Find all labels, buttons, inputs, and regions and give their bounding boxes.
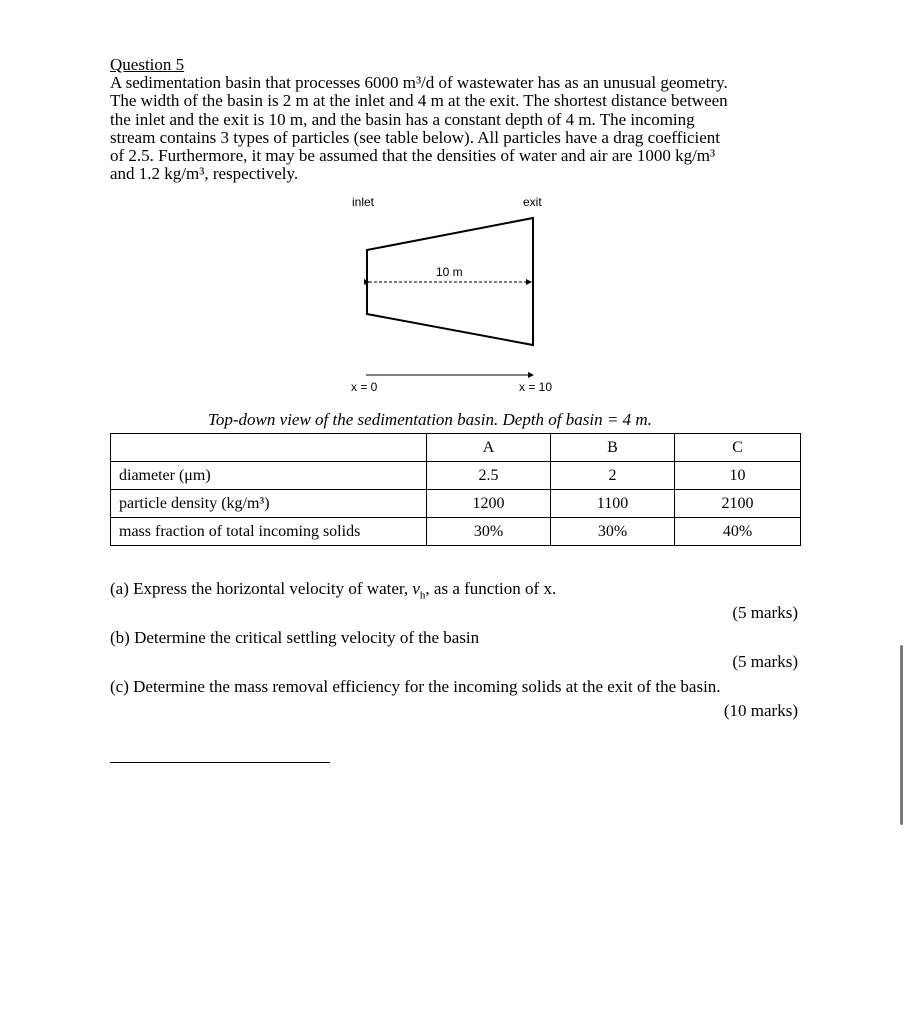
table-cell: 2.5 [427,462,551,490]
table-cell: 10 [675,462,801,490]
table-cell: 40% [675,518,801,546]
table-cell: 1100 [551,490,675,518]
exit-label: exit [523,195,542,209]
part-a-marks: (5 marks) [732,603,798,622]
table-row [111,462,801,490]
part-b: (b) Determine the critical settling velocity of the basin [110,628,480,647]
footnote-rule [110,762,330,763]
vh-var: v [412,579,420,598]
table-cell: 30% [427,518,551,546]
table-cell: 2 [551,462,675,490]
intro-line: and 1.2 kg/m³, respectively. [110,164,299,184]
table-header-cell: A [427,434,551,462]
part-b-marks: (5 marks) [732,652,798,671]
intro-line: the inlet and the exit is 10 m, and the basin has a constant depth of 4 m. The incoming [110,109,695,129]
table-cell: 30% [551,518,675,546]
table-row [111,518,801,546]
scrollbar[interactable] [900,645,903,825]
table-cell: 1200 [427,490,551,518]
basin-diagram [0,0,906,400]
x0-label: x = 0 [351,380,378,394]
part-a [110,579,556,605]
part-c-marks: (10 marks) [723,701,798,720]
part-a-prefix: (a) Express the horizontal velocity of water, [110,579,413,598]
table-header-cell: C [675,434,801,462]
x10-label: x = 10 [519,380,553,394]
table-row-label: mass fraction of total incoming solids [111,518,427,546]
intro-line: The width of the basin is 2 m at the inlet and 4 m at the exit. The shortest distance between [110,91,728,111]
figure-caption: Top-down view of the sedimentation basin. Depth of basin = 4 m. [208,410,652,429]
table-row-label: diameter (μm) [111,462,427,490]
vh-sub: h [419,589,426,602]
intro-line: A sedimentation basin that processes 6000 m³/d of wastewater has as an unusual geometry. [110,73,728,92]
intro-line: stream contains 3 types of particles (see table below). All particles have a drag coefficient [110,127,721,147]
question-title: Question 5 [110,55,185,74]
table-row [111,490,801,518]
table-header-cell [111,434,427,462]
particle-table [110,433,801,546]
vh-symbol [412,579,426,602]
inlet-label: inlet [352,195,375,209]
part-c: (c) Determine the mass removal efficiency for the incoming solids at the exit of the basin. [110,677,721,696]
table-cell: 2100 [675,490,801,518]
table-row-label: particle density (kg/m³) [111,490,427,518]
intro-line: of 2.5. Furthermore, it may be assumed that the densities of water and air are 1000 kg/m³ [110,146,716,166]
table-header-cell: B [551,434,675,462]
part-a-suffix: , as a function of x. [425,579,557,598]
table-header-row [111,434,801,462]
length-label: 10 m [436,265,463,279]
